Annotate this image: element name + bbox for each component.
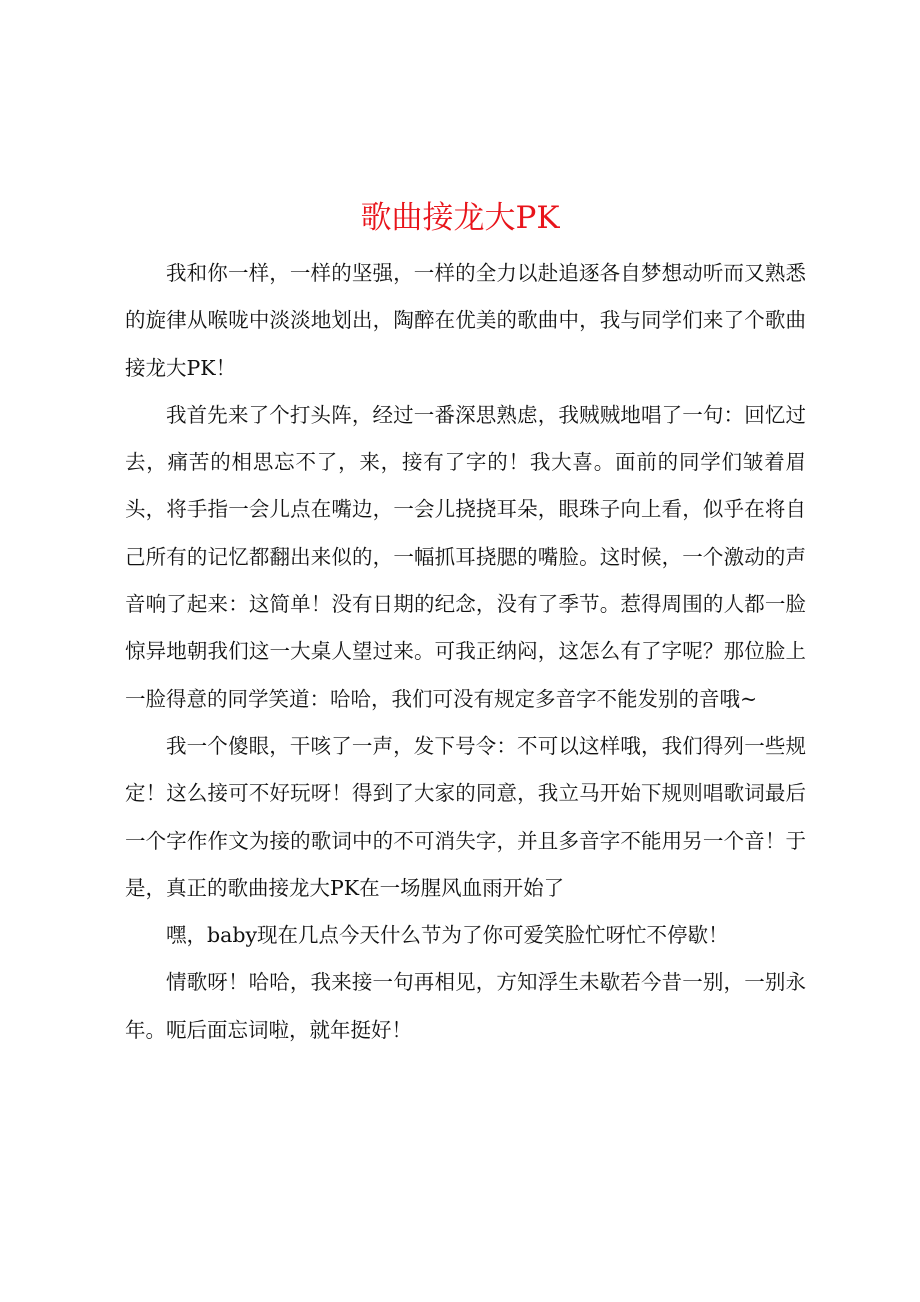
paragraph-1: 我和你一样，一样的坚强，一样的全力以赴追逐各自梦想动听而又熟悉的旋律从喉咙中淡淡地划出，陶醉在优美的歌曲中，我与同学们来了个歌曲接龙大PK！ — [125, 261, 806, 380]
paragraph-4: 嘿，baby现在几点今天什么节为了你可爱笑脸忙呀忙不停歇！ — [166, 923, 729, 948]
paragraph-3: 我一个傻眼，干咳了一声，发下号令：不可以这样哦，我们得列一些规定！这么接可不好玩呀！得到了大家的同意，我立马开始下规则唱歌词最后一个字作作文为接的歌词中的不可消失字，并且多音字不能用另一个音！于是，真正的歌曲接龙大PK在一场腥风血雨开始了 — [125, 733, 806, 900]
paragraph-5: 情歌呀！哈哈，我来接一句再相见，方知浮生未歇若今昔一别，一别永年。呃后面忘词啦，就年挺好！ — [125, 970, 806, 1042]
article-body — [125, 250, 806, 1054]
paragraph-2: 我首先来了个打头阵，经过一番深思熟虑，我贼贼地唱了一句：回忆过去，痛苦的相思忘不了，来，接有了字的！我大喜。面前的同学们皱着眉头，将手指一会儿点在嘴边，一会儿挠挠耳朵，眼珠子向上看，似乎在将自己所有的记忆都翻出来似的，一幅抓耳挠腮的嘴脸。这时候，一个激动的声音响了起来：这简单！没有日期的纪念，没有了季节。惹得周围的人都一脸惊异地朝我们这一大桌人望过来。可我正纳闷，这怎么有了字呢？那位脸上一脸得意的同学笑道：哈哈，我们可没有规定多音字不能发别的音哦~ — [125, 402, 806, 711]
page-title: 歌曲接龙大PK — [360, 200, 560, 236]
